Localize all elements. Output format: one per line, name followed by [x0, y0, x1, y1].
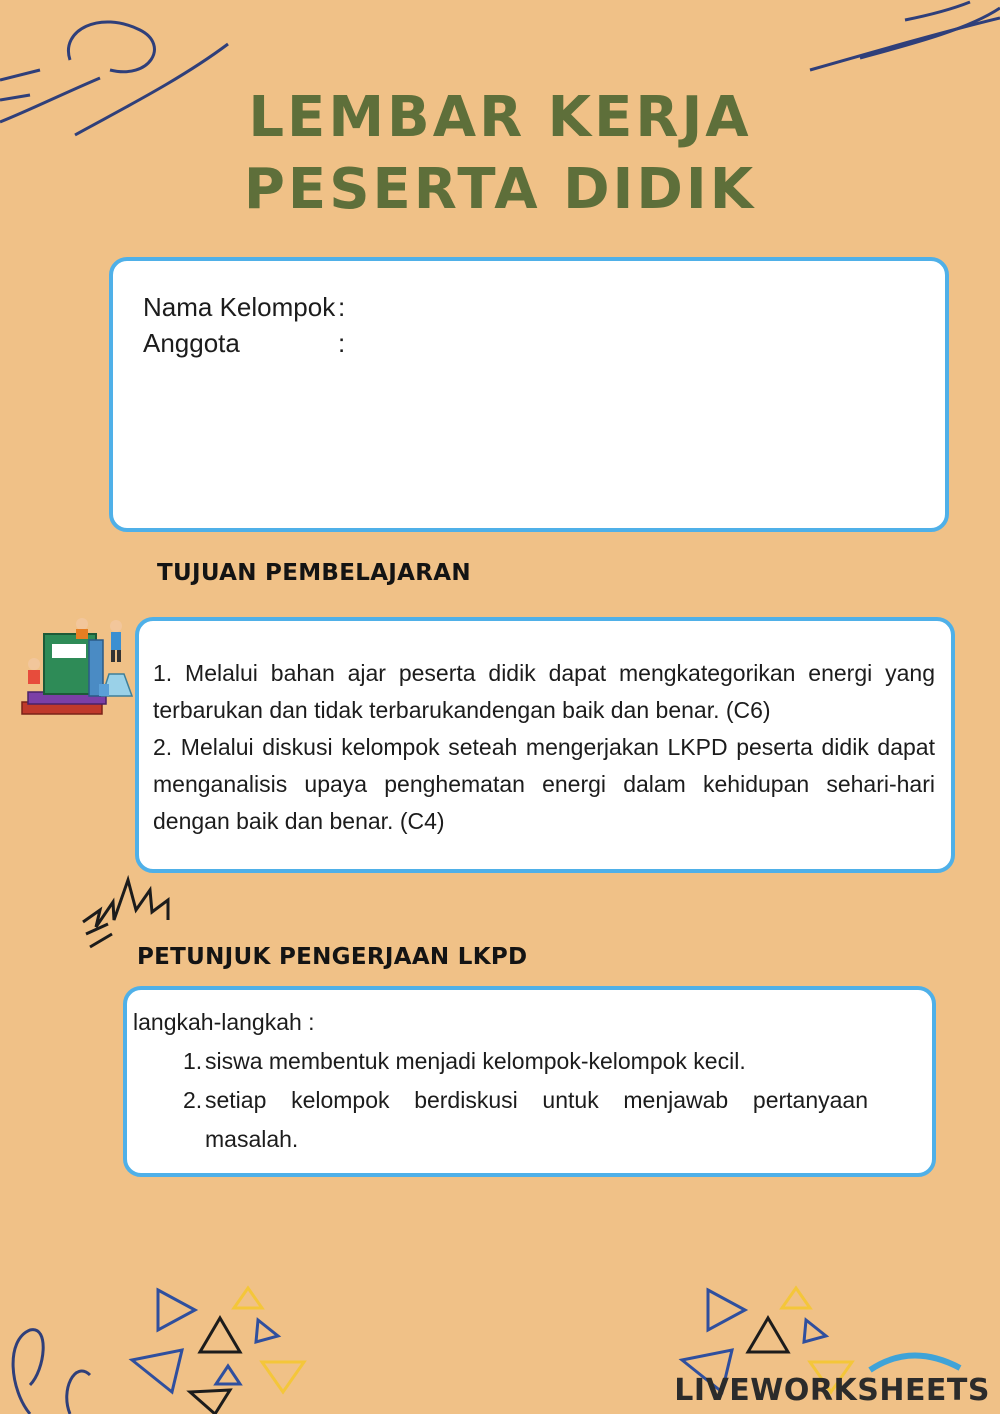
steps-intro: langkah-langkah : [133, 1009, 315, 1035]
instructions-box [123, 986, 936, 1177]
identity-box [109, 257, 949, 532]
liveworksheets-watermark: LIVEWORKSHEETS [674, 1373, 990, 1408]
group-name-separator: : [338, 292, 346, 322]
group-name-label: Nama Kelompok [143, 292, 336, 322]
step-text: siswa membentuk menjadi kelompok-kelompok kecil. [205, 1048, 746, 1074]
page-title [0, 82, 1000, 226]
books-students-illustration [14, 612, 149, 722]
title-line-1: LEMBAR KERJA [248, 85, 752, 150]
title-line-2: PESERTA DIDIK [243, 157, 757, 222]
objectives-heading: TUJUAN PEMBELAJARAN [157, 560, 471, 586]
lines-doodle-top-right [800, 0, 1000, 80]
step-text: setiap kelompok berdiskusi untuk menjawab pertanyaan masalah. [205, 1087, 868, 1152]
objective-item-2: 2. Melalui diskusi kelompok seteah mengerjakan LKPD peserta didik dapat menganalisis upaya penghematan energi dalam kehidupan sehari-hari dengan baik dan benar. (C4) [153, 734, 935, 834]
members-row [143, 325, 915, 361]
step-number: 1. [183, 1048, 203, 1074]
members-label: Anggota [143, 328, 240, 358]
members-separator: : [338, 328, 346, 358]
objectives-box [135, 617, 955, 873]
burst-doodle [78, 872, 173, 954]
steps-list [133, 1042, 868, 1159]
triangles-doodle-bottom-left [0, 1280, 320, 1414]
step-item [183, 1081, 868, 1159]
step-item [183, 1042, 868, 1081]
objective-item-1: 1. Melalui bahan ajar peserta didik dapat mengkategorikan energi yang terbarukan dan tidak terbarukandengan baik dan benar. (C6) [153, 660, 935, 723]
step-number: 2. [183, 1087, 203, 1113]
group-name-row [143, 289, 915, 325]
instructions-heading: PETUNJUK PENGERJAAN LKPD [137, 944, 528, 970]
